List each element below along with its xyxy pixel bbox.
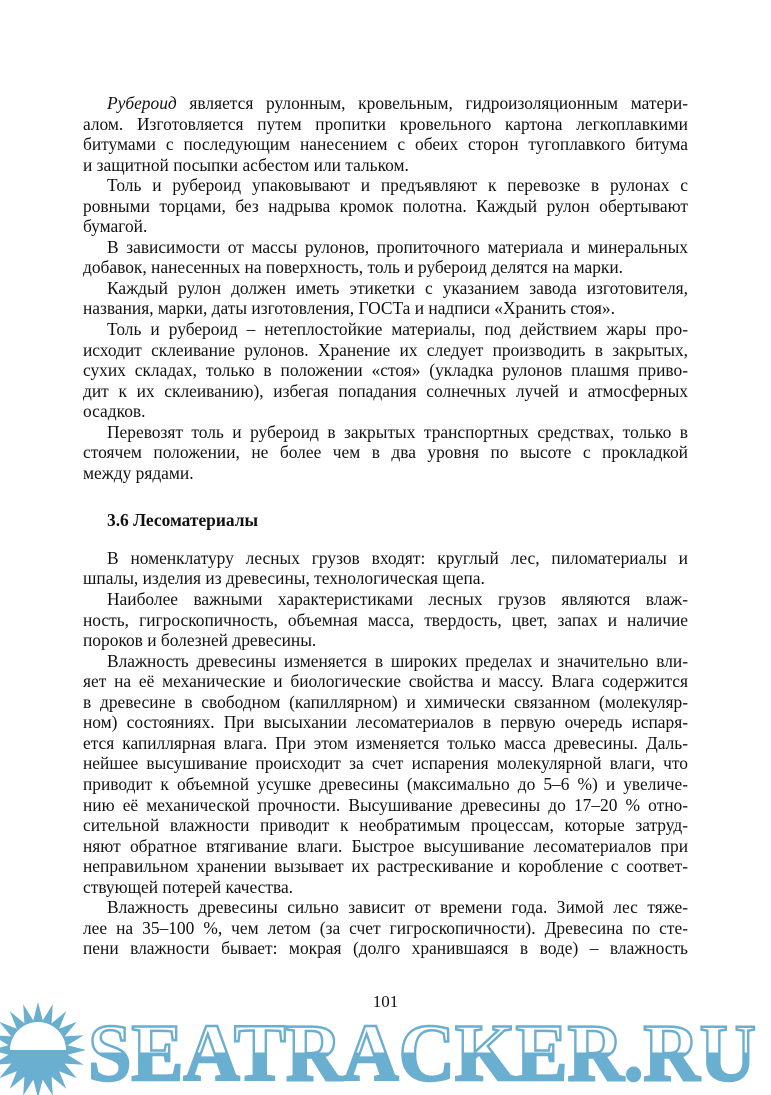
text-line <box>83 651 688 672</box>
text-line <box>83 774 688 795</box>
text-line <box>83 630 688 651</box>
line-text: приводит к объемной усушке древесины (максимально до 5–6 %) и увеличе- <box>83 773 688 794</box>
text-line <box>83 319 688 340</box>
line-text: исходит склеивание рулонов. Хранение их следует производить в закрытых, <box>83 339 688 360</box>
line-text: Наиболее важными характеристиками лесных грузов являются влаж- <box>107 589 688 610</box>
line-text: яет на её механические и биологические свойства и массу. Влага содержится <box>83 671 688 692</box>
text-line <box>83 114 688 135</box>
paragraph <box>83 237 688 278</box>
line-text: нию её механической прочности. Высушивание древесины до 17–20 % отно- <box>83 794 688 815</box>
text-line <box>83 257 688 278</box>
paragraph <box>83 93 688 175</box>
text-line <box>83 568 688 589</box>
line-text: в древесине в свободном (капиллярном) и химически связанном (молекуляр- <box>83 691 688 712</box>
line-text: Каждый рулон должен иметь этикетки с указанием завода изготовителя, <box>107 277 688 298</box>
page-number: 101 <box>372 992 399 1011</box>
text-line <box>83 237 688 258</box>
watermark-text: SEATRACKER.RU <box>88 1007 756 1095</box>
text-line <box>83 175 688 196</box>
line-text: бумагой. <box>83 216 148 237</box>
line-text: Влажность древесины изменяется в широких пределах и значительно вли- <box>107 650 688 671</box>
text-line <box>83 422 688 443</box>
text-line <box>83 278 688 299</box>
text-line <box>83 463 688 484</box>
text-line <box>83 134 688 155</box>
line-text: осадков. <box>83 401 146 422</box>
line-text: стоячем положении, не более чем в два уровня по высоте с прокладкой <box>83 442 688 463</box>
line-text: Толь и рубероид – нетеплостойкие материалы, под действием жары про- <box>107 319 688 340</box>
text-line <box>83 897 688 918</box>
text-line <box>83 216 688 237</box>
line-text: сительной влажности приводит к необратимым процессам, которые затруд- <box>83 815 688 836</box>
line-text: В зависимости от массы рулонов, пропиточного материала и минеральных <box>107 236 688 257</box>
text-line <box>83 671 688 692</box>
paragraph <box>83 548 688 589</box>
paragraphs-after <box>83 548 688 959</box>
paragraph <box>83 319 688 422</box>
paragraph <box>83 422 688 484</box>
paragraph <box>83 651 688 898</box>
text-line <box>83 610 688 631</box>
line-text: сухих складах, только в положении «стоя» (укладка рулонов плашмя приво- <box>83 360 688 381</box>
text-line <box>83 753 688 774</box>
text-line <box>83 340 688 361</box>
line-text: является рулонным, кровельным, гидроизоляционным матери- <box>176 93 688 113</box>
paragraph <box>83 278 688 319</box>
text-line <box>83 938 688 959</box>
italic-term: Рубероид <box>107 93 177 113</box>
line-text: лее на 35–100 %, чем летом (за счет гигроскопичности). Древесина по сте- <box>83 917 688 938</box>
paragraphs-before <box>83 93 688 483</box>
text-line <box>83 733 688 754</box>
text-line <box>83 815 688 836</box>
line-text: шпалы, изделия из древесины, технологическая щепа. <box>83 568 485 589</box>
line-text: ность, гигроскопичность, объемная масса, твердость, цвет, запах и наличие <box>83 609 688 630</box>
text-line <box>83 155 688 176</box>
text-line <box>83 692 688 713</box>
text-line <box>83 836 688 857</box>
line-text: Толь и рубероид упаковывают и предъявляют к перевозке в рулонах с <box>107 175 688 196</box>
line-text: битумами с последующим нанесением с обеих сторон тугоплавкого битума <box>83 134 688 155</box>
text-line <box>83 298 688 319</box>
text-line <box>83 196 688 217</box>
page-body <box>83 93 688 959</box>
line-text: названия, марки, даты изготовления, ГОСТа и надписи «Хранить стоя». <box>83 298 615 319</box>
line-text: пороков и болезней древесины. <box>83 630 317 651</box>
line-text: между рядами. <box>83 462 194 483</box>
text-line <box>83 442 688 463</box>
line-text: пени влажности бывает: мокрая (долго хранившаяся в воде) – влажность <box>83 938 688 959</box>
text-line <box>83 381 688 402</box>
text-line <box>83 589 688 610</box>
text-line <box>83 93 688 114</box>
line-text: добавок, нанесенных на поверхность, толь и рубероид делятся на марки. <box>83 257 624 278</box>
text-line <box>83 795 688 816</box>
line-text: ется капиллярная влага. При этом изменяется только масса древесины. Даль- <box>83 732 688 753</box>
section-heading: 3.6 Лесоматериалы <box>107 510 259 531</box>
line-text: Влажность древесины сильно зависит от времени года. Зимой лес тяже- <box>107 897 688 918</box>
text-line <box>83 712 688 733</box>
line-text: Перевозят толь и рубероид в закрытых транспортных средствах, только в <box>107 421 688 442</box>
line-text: дит к их склеиванию), избегая попадания солнечных лучей и атмосферных <box>83 380 688 401</box>
text-line <box>83 877 688 898</box>
line-text: нейшее высушивание происходит за счет испарения молекулярной влаги, что <box>83 753 688 774</box>
text-line <box>83 401 688 422</box>
line-text: В номенклатуру лесных грузов входят: круглый лес, пиломатериалы и <box>107 547 688 568</box>
line-text: няют обратное втягивание влаги. Быстрое высушивание лесоматериалов при <box>83 835 688 856</box>
line-text: алом. Изготовляется путем пропитки кровельного картона легкоплавкими <box>83 113 688 134</box>
line-text: ном) состояниях. При высыхании лесоматериалов в первую очередь испаря- <box>83 712 688 733</box>
paragraph <box>83 589 688 651</box>
text-line <box>83 360 688 381</box>
line-text: ствующей потерей качества. <box>83 876 294 897</box>
paragraph <box>83 897 688 959</box>
sun-logo-icon <box>0 1002 86 1095</box>
text-line <box>83 856 688 877</box>
line-text: ровными торцами, без надрыва кромок полотна. Каждый рулон обертывают <box>83 195 688 216</box>
paragraph <box>83 175 688 237</box>
text-line <box>83 918 688 939</box>
text-line <box>83 548 688 569</box>
line-text: и защитной посыпки асбестом или тальком. <box>83 154 409 175</box>
line-text: неправильном хранении вызывает их растрескивание и коробление с соответ- <box>83 856 688 877</box>
